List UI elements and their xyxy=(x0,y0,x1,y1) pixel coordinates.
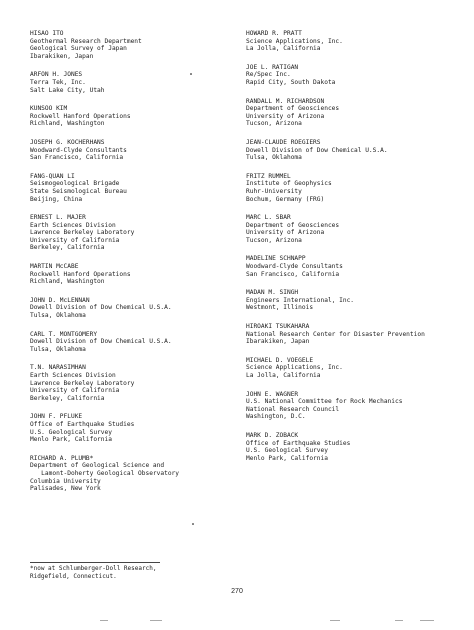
affiliation-line: Engineers International, Inc. xyxy=(246,296,355,304)
contributor-entry xyxy=(246,323,461,346)
affiliation-line: Salt Lake City, Utah xyxy=(30,86,105,94)
affiliation-line: University of Arizona xyxy=(246,229,325,237)
contributor-entry xyxy=(30,30,245,60)
affiliation-line: Woodward-Clyde Consultants xyxy=(30,146,127,154)
contributor-name: RICHARD A. PLUMB* xyxy=(30,454,94,462)
affiliation-line: Richland, Washington xyxy=(30,120,105,128)
contributor-name: HOWARD R. PRATT xyxy=(246,30,302,37)
contributor-name: MADAN M. SINGH xyxy=(246,289,299,297)
contributor-name: FRITZ RUMMEL xyxy=(246,172,291,180)
affiliation-line: Department of Geosciences xyxy=(246,221,340,229)
contributor-entry xyxy=(246,139,461,162)
affiliation-line: La Jolla, California xyxy=(246,45,321,53)
affiliation-line: Geothermal Research Department xyxy=(30,37,142,45)
affiliation-line: U.S. Geological Survey xyxy=(30,428,112,436)
affiliation-line: Berkeley, California xyxy=(30,394,105,402)
affiliation-line: U.S. Geological Survey xyxy=(246,447,328,455)
contributor-name: MARC L. SBAR xyxy=(246,214,291,222)
affiliation-line: Ruhr-University xyxy=(246,187,302,195)
contributor-name: JOSEPH G. KOCHERHANS xyxy=(30,138,105,146)
affiliation-line: Office of Earthquake Studies xyxy=(30,420,135,428)
affiliation-line: Rockwell Hanford Operations xyxy=(30,112,131,120)
affiliation-line: Tucson, Arizona xyxy=(246,236,302,244)
scan-mark xyxy=(100,620,108,621)
footnote-line: Ridgefield, Connecticut. xyxy=(30,572,117,580)
contributor-name: MARTIN McCABE xyxy=(30,263,79,271)
contributor-name: JOHN F. PFLUKE xyxy=(30,413,83,421)
affiliation-line: Earth Sciences Division xyxy=(30,372,116,379)
affiliation-line: Richland, Washington xyxy=(30,278,105,286)
contributor-entry xyxy=(30,173,245,203)
affiliation-line: Dowell Division of Dow Chemical U.S.A. xyxy=(246,146,388,154)
affiliation-line: Dowell Division of Dow Chemical U.S.A. xyxy=(30,304,172,312)
contributor-name: ERNEST L. MAJER xyxy=(30,214,86,222)
affiliation-line: Palisades, New York xyxy=(30,485,101,493)
affiliation-line: Lawrence Berkeley Laboratory xyxy=(30,229,135,237)
scan-mark xyxy=(420,620,434,621)
affiliation-line: Bochum, Germany (FRG) xyxy=(246,195,325,203)
footnote-line: *now at Schlumberger-Doll Research, xyxy=(30,565,157,572)
affiliation-line: Earth Sciences Division xyxy=(30,221,116,229)
left-column xyxy=(30,30,245,504)
contributor-entry xyxy=(30,263,245,286)
contributor-entry xyxy=(246,432,461,462)
affiliation-line: Beijing, China xyxy=(30,195,83,203)
affiliation-line: Science Applications, Inc. xyxy=(246,37,343,45)
affiliation-line: Tucson, Arizona xyxy=(246,120,302,128)
affiliation-line: Ibarakiken, Japan xyxy=(246,338,310,346)
contributor-name: CARL T. MONTGOMERY xyxy=(30,330,98,338)
affiliation-line: Berkeley, California xyxy=(30,244,105,252)
affiliation-line: University of California xyxy=(30,236,120,244)
right-column xyxy=(246,30,461,473)
contributor-entry xyxy=(246,357,461,380)
affiliation-line: University of Arizona xyxy=(246,112,325,120)
contributor-entry xyxy=(246,391,461,421)
affiliation-line: Terra Tek, Inc. xyxy=(30,78,86,86)
affiliation-line: Institute of Geophysics xyxy=(246,180,332,188)
contributor-entry xyxy=(30,214,245,252)
affiliation-line: National Research Council xyxy=(246,405,340,413)
contributor-entry xyxy=(30,331,245,354)
affiliation-line: Tulsa, Oklahoma xyxy=(30,345,86,353)
contributor-name: ARFON H. JONES xyxy=(30,71,83,79)
contributor-entry xyxy=(30,455,245,493)
scan-speck xyxy=(192,523,194,525)
affiliation-line: Lamont-Doherty Geological Observatory xyxy=(30,469,180,477)
contributor-name: JOHN E. WAGNER xyxy=(246,390,299,398)
contributor-entry xyxy=(246,255,461,278)
contributor-name: T.N. NARASIMHAN xyxy=(30,364,86,372)
scan-speck xyxy=(190,73,192,75)
affiliation-line: Washington, D.C. xyxy=(246,413,306,421)
contributor-name: MADELINE SCHNAPP xyxy=(246,255,306,263)
affiliation-line: Rapid City, South Dakota xyxy=(246,78,336,86)
contributor-name: MICHAEL D. VOEGELE xyxy=(246,356,314,364)
affiliation-line: Woodward-Clyde Consultants xyxy=(246,263,343,271)
contributor-name: RANDALL M. RICHARDSON xyxy=(246,97,325,105)
affiliation-line: Menlo Park, California xyxy=(30,436,112,444)
contributor-name: JEAN-CLAUDE ROEGIERS xyxy=(246,138,321,146)
affiliation-line: Menlo Park, California xyxy=(246,454,328,462)
affiliation-line: U.S. National Committee for Rock Mechanics xyxy=(246,398,403,406)
contributor-name: FANG-QUAN LI xyxy=(30,172,75,180)
contributor-entry xyxy=(30,139,245,162)
contributor-entry xyxy=(246,98,461,128)
affiliation-line: Rockwell Hanford Operations xyxy=(30,270,131,278)
affiliation-line: Tulsa, Oklahoma xyxy=(30,312,86,320)
affiliation-line: University of California xyxy=(30,387,120,395)
contributor-entry xyxy=(30,105,245,128)
contributor-entry xyxy=(30,71,245,94)
affiliation-line: La Jolla, California xyxy=(246,372,321,379)
affiliation-line: Tulsa, Oklahoma xyxy=(246,154,302,162)
contributor-entry xyxy=(246,64,461,87)
affiliation-line: Dowell Division of Dow Chemical U.S.A. xyxy=(30,338,172,346)
scan-mark xyxy=(330,620,340,621)
footnote xyxy=(30,565,230,580)
contributor-entry xyxy=(30,364,245,402)
contributor-entry xyxy=(30,413,245,443)
affiliation-line: Re/Spec Inc. xyxy=(246,71,291,79)
affiliation-line: National Research Center for Disaster Prevention xyxy=(246,330,425,338)
footnote-rule xyxy=(30,562,160,563)
affiliation-line: Geological Survey of Japan xyxy=(30,45,127,53)
affiliation-line: Seismogeological Brigade xyxy=(30,180,120,188)
contributor-entry xyxy=(246,214,461,244)
affiliation-line: San Francisco, California xyxy=(30,154,124,162)
contributor-name: MARK D. ZOBACK xyxy=(246,431,299,439)
contributor-name: JOHN D. McLENNAN xyxy=(30,296,90,304)
contributor-entry xyxy=(246,173,461,203)
contributor-name: HIROAKI TSUKAHARA xyxy=(246,323,310,331)
affiliation-line: Department of Geosciences xyxy=(246,105,340,113)
contributor-name: KUNSOO KIM xyxy=(30,105,68,113)
scan-mark xyxy=(150,620,162,621)
affiliation-line: Lawrence Berkeley Laboratory xyxy=(30,379,135,387)
affiliation-line: Office of Earthquake Studies xyxy=(246,439,351,447)
affiliation-line: State Seismological Bureau xyxy=(30,187,127,195)
contributor-name: JOE L. RATIGAN xyxy=(246,63,299,71)
affiliation-line: Ibarakiken, Japan xyxy=(30,52,94,60)
affiliation-line: Science Applications, Inc. xyxy=(246,364,343,372)
contributor-entry xyxy=(246,289,461,312)
scan-mark xyxy=(395,620,403,621)
contributor-entry xyxy=(30,297,245,320)
affiliation-line: Columbia University xyxy=(30,477,101,485)
contributor-entry xyxy=(246,30,461,53)
page-number: 270 xyxy=(231,588,243,595)
affiliation-line: Department of Geological Science and xyxy=(30,462,165,470)
affiliation-line: Westmont, Illinois xyxy=(246,304,314,312)
affiliation-line: San Francisco, California xyxy=(246,270,340,278)
contributor-name: HISAO ITO xyxy=(30,30,64,37)
